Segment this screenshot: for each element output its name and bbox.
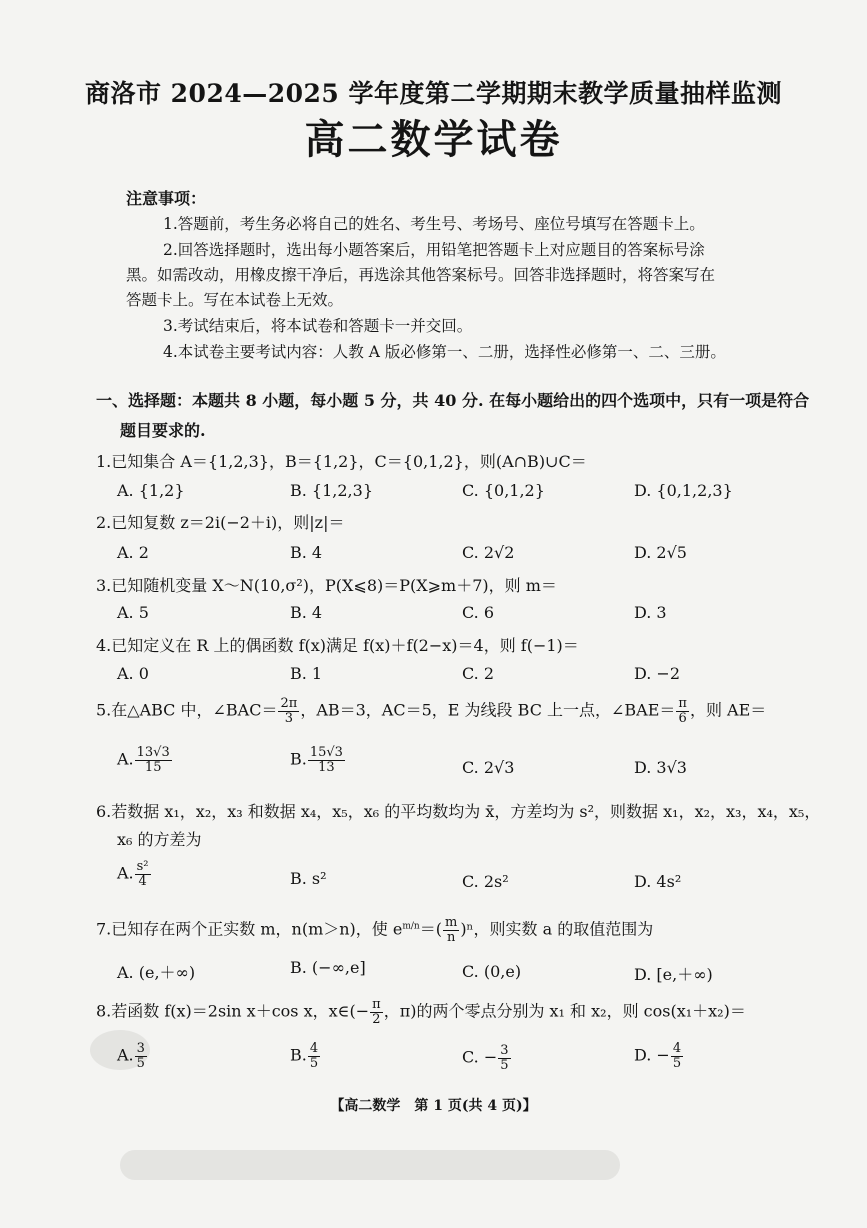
question-4-option-b: B. 1: [290, 664, 323, 683]
question-8-option-c: C. − $\frac{3}{5}$: [462, 1043, 509, 1073]
notice-item-1: 1.答题前，考生务必将自己的姓名、考生号、考场号、座位号填写在答题卡上。: [163, 215, 705, 233]
question-1-option-d: D. {0,1,2,3}: [634, 481, 733, 500]
question-6-stem: 6.若数据 x₁，x₂，x₃ 和数据 x₄，x₅，x₆ 的平均数均为 x̄，方差均为 s²，则数据 x₁，x₂，x₃，x₄，x₅，: [96, 802, 821, 821]
question-2-option-a: A. 2: [117, 543, 149, 562]
question-5-option-d: D. 3√3: [634, 758, 687, 777]
question-2-option-d: D. 2√5: [634, 543, 687, 562]
question-8-option-b: B. $\frac{4}{5}$: [290, 1041, 319, 1071]
section-heading: 一、选择题：本题共 8 小题，每小题 5 分，共 40 分. 在每小题给出的四个选项中，只有一项是符合: [96, 391, 810, 410]
question-7-option-d: D. [e,＋∞): [634, 965, 713, 984]
question-6-option-d: D. 4s²: [634, 872, 682, 891]
exam-title-main: 高二数学试卷: [304, 116, 563, 163]
question-3-stem: 3.已知随机变量 X～N(10,σ²)，P(X⩽8)＝P(X⩾m＋7)，则 m＝: [96, 576, 557, 595]
page-footer: 【高二数学 第 1 页(共 4 页)】: [330, 1098, 537, 1114]
question-3-option-a: A. 5: [117, 603, 149, 622]
question-6-option-a: A. $\frac{\text{s²}}{4}$: [117, 859, 149, 889]
question-1-option-b: B. {1,2,3}: [290, 481, 373, 500]
question-2-option-c: C. 2√2: [462, 543, 515, 562]
question-4-stem: 4.已知定义在 R 上的偶函数 f(x)满足 f(x)＋f(2−x)＝4，则 f(−1)＝: [96, 636, 579, 655]
notice-heading: 注意事项：: [126, 189, 207, 208]
notice-item-3: 3.考试结束后，将本试卷和答题卡一并交回。: [163, 317, 473, 335]
question-8-option-d: D. − $\frac{4}{5}$: [634, 1041, 682, 1071]
question-2-option-b: B. 4: [290, 543, 323, 562]
question-8-stem: 8.若函数 f(x)＝2sin x＋cos x，x∈(− $\frac{\pi}{2}$ ，π)的两个零点分别为 x₁ 和 x₂，则 cos(x₁＋x₂)＝: [96, 997, 746, 1027]
question-5-option-b: B. $\frac{15√3}{13}$: [290, 745, 343, 775]
question-4-option-d: D. −2: [634, 664, 681, 683]
section-heading-cont: 题目要求的.: [120, 421, 206, 440]
question-3-option-d: D. 3: [634, 603, 667, 622]
question-7-option-c: C. (0,e): [462, 962, 522, 981]
question-5-stem: 5.在△ABC 中，∠BAC＝ $\frac{2\pi}{3}$ ，AB＝3，AC＝5，E 为线段 BC 上一点，∠BAE＝ $\frac{\pi}{6}$ ，则 AE＝: [96, 696, 767, 726]
question-7-option-b: B. (−∞,e]: [290, 958, 366, 977]
question-7-stem: 7.已知存在两个正实数 m，n(m＞n)，使 $e^{m/n}=$( $\frac{m}{n}$ )ⁿ，则实数 a 的取值范围为: [96, 915, 654, 945]
question-1-option-c: C. {0,1,2}: [462, 481, 545, 500]
question-6-stem-cont: x₆ 的方差为: [117, 830, 202, 849]
question-5-option-a: A. $\frac{13√3}{15}$: [117, 745, 170, 775]
notice-item-4: 4.本试卷主要考试内容：人教 A 版必修第一、二册，选择性必修第一、二、三册。: [163, 343, 726, 361]
notice-item-2: 2.回答选择题时，选出每小题答案后，用铅笔把答题卡上对应题目的答案标号涂: [163, 241, 705, 259]
fraction: $\frac{2\pi}{3}$: [280, 696, 298, 726]
question-8-option-a: A. $\frac{3}{5}$: [117, 1041, 145, 1071]
question-2-stem: 2.已知复数 z＝2i(−2＋i)，则|z|＝: [96, 513, 345, 532]
question-5-option-c: C. 2√3: [462, 758, 515, 777]
question-4-option-a: A. 0: [117, 664, 149, 683]
question-4-option-c: C. 2: [462, 664, 495, 683]
notice-item-2-end: 答题卡上。写在本试卷上无效。: [126, 291, 344, 309]
question-6-option-b: B. s²: [290, 869, 327, 888]
exam-title-line1: 商洛市 2024—2025 学年度第二学期期末教学质量抽样监测: [84, 79, 783, 108]
question-3-option-c: C. 6: [462, 603, 495, 622]
question-7-option-a: A. (e,＋∞): [117, 963, 196, 982]
fraction: $\frac{\pi}{6}$: [678, 696, 687, 726]
question-1-option-a: A. {1,2}: [117, 481, 185, 500]
question-1-stem: 1.已知集合 A＝{1,2,3}，B＝{1,2}，C＝{0,1,2}，则(A∩B)∪C＝: [96, 452, 587, 471]
question-6-option-c: C. 2s²: [462, 872, 509, 891]
notice-item-2-cont: 黑。如需改动，用橡皮擦干净后，再选涂其他答案标号。回答非选择题时，将答案写在: [126, 266, 716, 284]
question-3-option-b: B. 4: [290, 603, 323, 622]
